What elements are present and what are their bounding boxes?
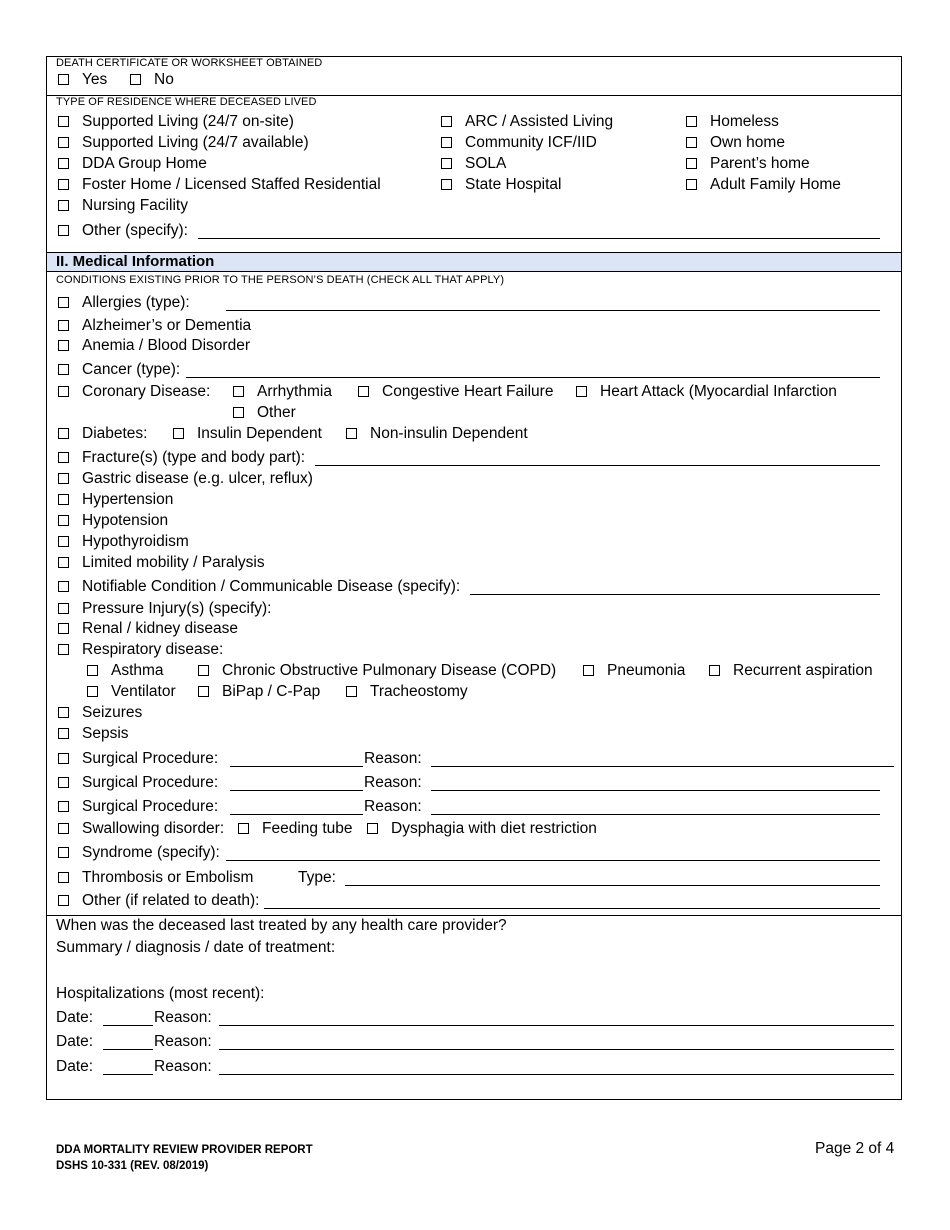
hosp-reason-field[interactable] [219,1025,894,1026]
condition-checkbox[interactable] [58,895,69,906]
diabetes-option-checkbox[interactable] [173,428,184,439]
no-label: No [154,71,174,88]
condition-checkbox[interactable] [58,728,69,739]
coronary-option-checkbox[interactable] [358,386,369,397]
notifiable-field[interactable] [470,594,880,595]
condition-checkbox[interactable] [58,515,69,526]
condition-label: Gastric disease (e.g. ulcer, reflux) [82,470,313,487]
respiratory-option: Tracheostomy [370,683,468,700]
cancer-label: Cancer (type): [82,361,181,378]
residence-checkbox[interactable] [58,137,69,148]
hosp-date-field[interactable] [103,1025,153,1026]
footer-title: DDA MORTALITY REVIEW PROVIDER REPORT [56,1144,313,1156]
cancer-field[interactable] [186,377,880,378]
respiratory-option-checkbox[interactable] [709,665,720,676]
condition-checkbox[interactable] [58,847,69,858]
condition-label: Hypertension [82,491,174,508]
residence-checkbox[interactable] [441,179,452,190]
allergies-label: Allergies (type): [82,294,190,311]
yes-label: Yes [82,71,108,88]
condition-checkbox[interactable] [58,536,69,547]
surgical-field[interactable] [230,790,363,791]
respiratory-option-checkbox[interactable] [583,665,594,676]
fracture-field[interactable] [315,465,880,466]
thrombosis-type-label: Type: [298,869,336,886]
hosp-date-label: Date: [56,1009,94,1026]
coronary-option: Congestive Heart Failure [382,383,554,400]
hosp-date-field[interactable] [103,1074,153,1075]
section-title: II. Medical Information [56,253,215,270]
allergies-field[interactable] [226,310,880,311]
other-label: Other (if related to death): [82,892,260,909]
residence-checkbox[interactable] [58,179,69,190]
respiratory-label: Respiratory disease: [82,641,224,658]
surgical-reason-label: Reason: [364,798,422,815]
surgical-reason-field[interactable] [431,814,880,815]
surgical-reason-label: Reason: [364,750,422,767]
conditions-heading: CONDITIONS EXISTING PRIOR TO THE PERSON’S DEATH (CHECK ALL THAT APPLY) [56,274,505,286]
residence-option: Homeless [710,113,779,130]
residence-option: Own home [710,134,785,151]
surgical-label: Surgical Procedure: [82,750,219,767]
swallowing-option: Feeding tube [262,820,353,837]
respiratory-option-checkbox[interactable] [198,686,209,697]
residence-checkbox[interactable] [441,137,452,148]
hosp-reason-label: Reason: [154,1009,212,1026]
condition-checkbox[interactable] [58,452,69,463]
residence-option: Community ICF/IID [465,134,597,151]
coronary-option: Other [257,404,296,421]
condition-checkbox[interactable] [58,707,69,718]
other-field[interactable] [264,908,880,909]
swallowing-option-checkbox[interactable] [238,823,249,834]
residence-option: Adult Family Home [710,176,841,193]
footer-form-number: DSHS 10-331 (REV. 08/2019) [56,1160,209,1172]
residence-checkbox[interactable] [441,116,452,127]
condition-checkbox[interactable] [58,364,69,375]
respiratory-option-checkbox[interactable] [198,665,209,676]
residence-option: Supported Living (24/7 on-site) [82,113,294,130]
residence-option: SOLA [465,155,507,172]
condition-checkbox[interactable] [58,581,69,592]
respiratory-option: Asthma [111,662,164,679]
syndrome-label: Syndrome (specify): [82,844,220,861]
hosp-date-label: Date: [56,1058,94,1075]
notifiable-label: Notifiable Condition / Communicable Disease (specify): [82,578,461,595]
swallowing-option-checkbox[interactable] [367,823,378,834]
diabetes-option: Insulin Dependent [197,425,322,442]
condition-checkbox[interactable] [58,386,69,397]
coronary-option: Heart Attack (Myocardial Infarction [600,383,837,400]
swallowing-label: Swallowing disorder: [82,820,225,837]
surgical-reason-field[interactable] [431,790,880,791]
surgical-reason-field[interactable] [431,766,894,767]
residence-checkbox[interactable] [58,200,69,211]
divider-treatment [46,915,902,916]
respiratory-option-checkbox[interactable] [346,686,357,697]
hosp-date-field[interactable] [103,1049,153,1050]
condition-checkbox[interactable] [58,297,69,308]
diabetes-label: Diabetes: [82,425,148,442]
coronary-option-checkbox[interactable] [576,386,587,397]
surgical-field[interactable] [230,766,363,767]
residence-option: Supported Living (24/7 available) [82,134,309,151]
condition-label: Anemia / Blood Disorder [82,337,250,354]
thrombosis-type-field[interactable] [345,885,880,886]
condition-checkbox[interactable] [58,320,69,331]
residence-checkbox[interactable] [686,116,697,127]
residence-option: Parent’s home [710,155,810,172]
respiratory-option: Pneumonia [607,662,686,679]
swallowing-option: Dysphagia with diet restriction [391,820,597,837]
residence-checkbox[interactable] [58,116,69,127]
respiratory-option-checkbox[interactable] [87,686,98,697]
condition-label: Limited mobility / Paralysis [82,554,265,571]
condition-checkbox[interactable] [58,473,69,484]
diabetes-option-checkbox[interactable] [346,428,357,439]
death-certificate-heading: DEATH CERTIFICATE OR WORKSHEET OBTAINED [56,57,323,69]
treatment-summary: Summary / diagnosis / date of treatment: [56,939,336,956]
residence-checkbox[interactable] [686,137,697,148]
surgical-label: Surgical Procedure: [82,798,219,815]
residence-checkbox[interactable] [441,158,452,169]
condition-label: Alzheimer’s or Dementia [82,317,252,334]
condition-checkbox[interactable] [58,557,69,568]
hospitalizations-label: Hospitalizations (most recent): [56,985,265,1002]
condition-checkbox[interactable] [58,428,69,439]
sepsis-label: Sepsis [82,725,129,742]
residence-option: ARC / Assisted Living [465,113,614,130]
coronary-option-checkbox[interactable] [233,407,244,418]
hosp-reason-label: Reason: [154,1033,212,1050]
residence-other-label: Other (specify): [82,222,188,239]
residence-option: State Hospital [465,176,562,193]
condition-label: Hypothyroidism [82,533,189,550]
yes-checkbox[interactable] [58,74,69,85]
residence-option: Foster Home / Licensed Staffed Residential [82,176,381,193]
residence-other-checkbox[interactable] [58,225,69,236]
respiratory-option: BiPap / C-Pap [222,683,321,700]
fracture-label: Fracture(s) (type and body part): [82,449,306,466]
condition-checkbox[interactable] [58,801,69,812]
respiratory-option: Ventilator [111,683,176,700]
renal-label: Renal / kidney disease [82,620,238,637]
page-number: Page 2 of 4 [815,1140,895,1157]
residence-checkbox[interactable] [686,179,697,190]
coronary-option-checkbox[interactable] [233,386,244,397]
residence-heading: TYPE OF RESIDENCE WHERE DECEASED LIVED [56,96,317,108]
syndrome-field[interactable] [226,860,880,861]
respiratory-option: Recurrent aspiration [733,662,873,679]
respiratory-option-checkbox[interactable] [87,665,98,676]
surgical-label: Surgical Procedure: [82,774,219,791]
residence-checkbox[interactable] [58,158,69,169]
respiratory-option: Chronic Obstructive Pulmonary Disease (COPD) [222,662,557,679]
condition-checkbox[interactable] [58,644,69,655]
seizures-label: Seizures [82,704,143,721]
surgical-reason-label: Reason: [364,774,422,791]
condition-checkbox[interactable] [58,823,69,834]
pressure-injury-label: Pressure Injury(s) (specify): [82,600,272,617]
hosp-date-label: Date: [56,1033,94,1050]
condition-checkbox[interactable] [58,753,69,764]
coronary-option: Arrhythmia [257,383,332,400]
condition-checkbox[interactable] [58,777,69,788]
residence-option: DDA Group Home [82,155,207,172]
treatment-question: When was the deceased last treated by any health care provider? [56,917,507,934]
diabetes-option: Non-insulin Dependent [370,425,528,442]
surgical-field[interactable] [230,814,363,815]
condition-checkbox[interactable] [58,623,69,634]
coronary-label: Coronary Disease: [82,383,211,400]
condition-label: Hypotension [82,512,169,529]
condition-checkbox[interactable] [58,603,69,614]
residence-other-field[interactable] [198,238,880,239]
hosp-reason-field[interactable] [219,1074,894,1075]
condition-checkbox[interactable] [58,494,69,505]
hosp-reason-label: Reason: [154,1058,212,1075]
no-checkbox[interactable] [130,74,141,85]
residence-checkbox[interactable] [686,158,697,169]
hosp-reason-field[interactable] [219,1049,894,1050]
condition-checkbox[interactable] [58,872,69,883]
residence-option: Nursing Facility [82,197,188,214]
condition-checkbox[interactable] [58,340,69,351]
thrombosis-label: Thrombosis or Embolism [82,869,254,886]
